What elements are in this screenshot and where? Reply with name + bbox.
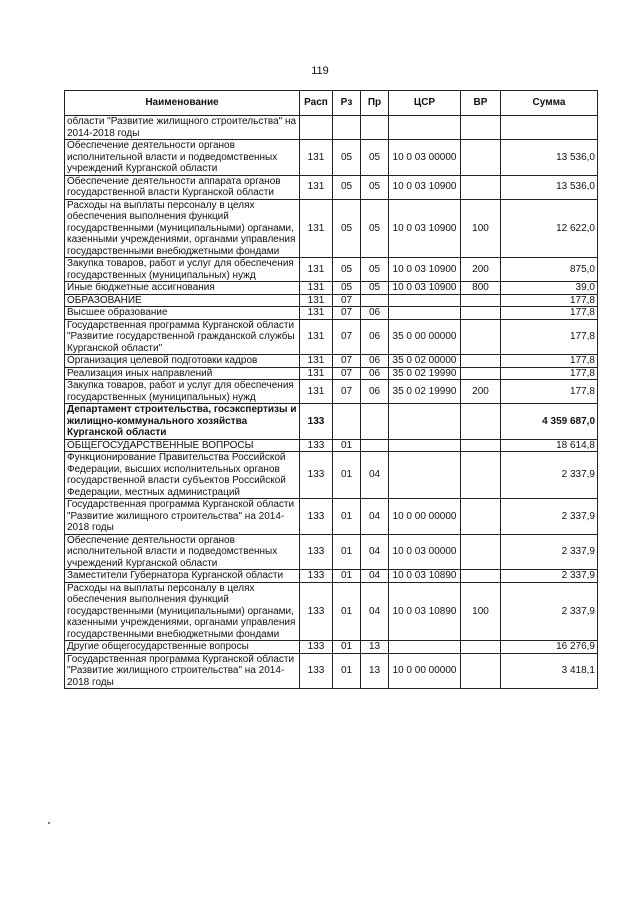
cell-name: Расходы на выплаты персоналу в целях обеспечения выполнения функций государственными (муниципальными) органами, казенными учреждениями, органами управления государственными внебюджетными фондами bbox=[65, 199, 300, 258]
cell-csr: 35 0 02 00000 bbox=[389, 355, 461, 368]
cell-name: Закупка товаров, работ и услуг для обеспечения государственных (муниципальных) нужд bbox=[65, 258, 300, 282]
cell-rasp: 131 bbox=[300, 380, 333, 404]
table-row bbox=[65, 294, 598, 307]
cell-csr bbox=[389, 307, 461, 320]
table-row bbox=[65, 439, 598, 452]
cell-sum: 12 622,0 bbox=[501, 199, 598, 258]
cell-pr: 05 bbox=[361, 282, 389, 295]
cell-csr: 10 0 03 10890 bbox=[389, 582, 461, 641]
cell-name: Иные бюджетные ассигнования bbox=[65, 282, 300, 295]
cell-rz: 01 bbox=[333, 653, 361, 689]
table-row bbox=[65, 355, 598, 368]
cell-pr bbox=[361, 404, 389, 440]
cell-sum: 177,8 bbox=[501, 319, 598, 355]
cell-name: Высшее образование bbox=[65, 307, 300, 320]
cell-sum: 3 418,1 bbox=[501, 653, 598, 689]
cell-rz: 05 bbox=[333, 282, 361, 295]
cell-pr: 13 bbox=[361, 641, 389, 654]
cell-sum: 18 614,8 bbox=[501, 439, 598, 452]
cell-vr bbox=[461, 439, 501, 452]
cell-name: Закупка товаров, работ и услуг для обеспечения государственных (муниципальных) нужд bbox=[65, 380, 300, 404]
header-csr: ЦСР bbox=[389, 91, 461, 116]
cell-name: области "Развитие жилищного строительства" на 2014-2018 годы bbox=[65, 116, 300, 140]
cell-csr: 10 0 03 00000 bbox=[389, 534, 461, 570]
cell-rz: 01 bbox=[333, 452, 361, 499]
table-row bbox=[65, 307, 598, 320]
cell-name: Функционирование Правительства Российской Федерации, высших исполнительных органов государственной власти субъектов Российской Федерации, местных администраций bbox=[65, 452, 300, 499]
cell-csr: 10 0 03 10890 bbox=[389, 570, 461, 583]
cell-rasp: 131 bbox=[300, 367, 333, 380]
cell-csr: 35 0 00 00000 bbox=[389, 319, 461, 355]
cell-pr: 04 bbox=[361, 499, 389, 535]
cell-sum: 2 337,9 bbox=[501, 534, 598, 570]
cell-vr bbox=[461, 404, 501, 440]
cell-pr: 05 bbox=[361, 175, 389, 199]
cell-pr: 04 bbox=[361, 452, 389, 499]
cell-rasp: 131 bbox=[300, 319, 333, 355]
cell-pr: 05 bbox=[361, 258, 389, 282]
table-body bbox=[65, 116, 598, 689]
cell-csr: 35 0 02 19990 bbox=[389, 380, 461, 404]
cell-csr bbox=[389, 294, 461, 307]
cell-rz: 07 bbox=[333, 380, 361, 404]
cell-sum: 177,8 bbox=[501, 367, 598, 380]
cell-sum: 4 359 687,0 bbox=[501, 404, 598, 440]
table-row bbox=[65, 582, 598, 641]
cell-sum: 16 276,9 bbox=[501, 641, 598, 654]
table-row bbox=[65, 282, 598, 295]
table-row bbox=[65, 499, 598, 535]
table-row bbox=[65, 140, 598, 176]
table-row bbox=[65, 452, 598, 499]
cell-name: Государственная программа Курганской области "Развитие жилищного строительства" на 2014-2018 годы bbox=[65, 653, 300, 689]
cell-name: Организация целевой подготовки кадров bbox=[65, 355, 300, 368]
cell-sum: 13 536,0 bbox=[501, 140, 598, 176]
cell-csr bbox=[389, 116, 461, 140]
cell-sum: 875,0 bbox=[501, 258, 598, 282]
cell-name: ОБЩЕГОСУДАРСТВЕННЫЕ ВОПРОСЫ bbox=[65, 439, 300, 452]
cell-rasp: 133 bbox=[300, 641, 333, 654]
cell-name: Реализация иных направлений bbox=[65, 367, 300, 380]
header-name: Наименование bbox=[65, 91, 300, 116]
cell-vr bbox=[461, 653, 501, 689]
cell-pr bbox=[361, 116, 389, 140]
cell-vr bbox=[461, 452, 501, 499]
cell-sum: 2 337,9 bbox=[501, 582, 598, 641]
cell-sum bbox=[501, 116, 598, 140]
cell-pr: 06 bbox=[361, 367, 389, 380]
cell-rasp: 131 bbox=[300, 282, 333, 295]
cell-rz bbox=[333, 116, 361, 140]
cell-sum: 2 337,9 bbox=[501, 452, 598, 499]
scan-dot bbox=[48, 822, 50, 824]
cell-sum: 177,8 bbox=[501, 294, 598, 307]
cell-csr: 10 0 03 00000 bbox=[389, 140, 461, 176]
cell-csr bbox=[389, 641, 461, 654]
cell-pr: 06 bbox=[361, 319, 389, 355]
page-number: 119 bbox=[311, 65, 329, 77]
cell-name: Заместители Губернатора Курганской области bbox=[65, 570, 300, 583]
cell-csr bbox=[389, 439, 461, 452]
cell-rz: 05 bbox=[333, 140, 361, 176]
cell-rz: 05 bbox=[333, 258, 361, 282]
cell-name: Обеспечение деятельности органов исполнительной власти и подведомственных учреждений Курганской области bbox=[65, 534, 300, 570]
cell-csr: 10 0 03 10900 bbox=[389, 199, 461, 258]
cell-vr bbox=[461, 570, 501, 583]
cell-rasp: 133 bbox=[300, 404, 333, 440]
table-row bbox=[65, 380, 598, 404]
cell-sum: 13 536,0 bbox=[501, 175, 598, 199]
table-row bbox=[65, 199, 598, 258]
header-sum: Сумма bbox=[501, 91, 598, 116]
cell-pr: 06 bbox=[361, 380, 389, 404]
cell-rasp: 133 bbox=[300, 499, 333, 535]
cell-vr: 800 bbox=[461, 282, 501, 295]
cell-rz: 01 bbox=[333, 499, 361, 535]
cell-name: Обеспечение деятельности аппарата органов государственной власти Курганской области bbox=[65, 175, 300, 199]
cell-name: ОБРАЗОВАНИЕ bbox=[65, 294, 300, 307]
cell-rz: 01 bbox=[333, 582, 361, 641]
cell-pr: 13 bbox=[361, 653, 389, 689]
cell-rz: 07 bbox=[333, 307, 361, 320]
cell-rz: 01 bbox=[333, 641, 361, 654]
table-header-row bbox=[65, 91, 598, 116]
header-rasp: Расп bbox=[300, 91, 333, 116]
cell-rasp: 133 bbox=[300, 570, 333, 583]
cell-rz: 01 bbox=[333, 534, 361, 570]
cell-rz: 07 bbox=[333, 319, 361, 355]
cell-vr bbox=[461, 319, 501, 355]
cell-rasp: 131 bbox=[300, 307, 333, 320]
cell-vr: 200 bbox=[461, 258, 501, 282]
cell-pr bbox=[361, 294, 389, 307]
cell-rz: 07 bbox=[333, 367, 361, 380]
cell-rz: 01 bbox=[333, 439, 361, 452]
cell-rasp: 133 bbox=[300, 653, 333, 689]
cell-vr bbox=[461, 355, 501, 368]
cell-vr bbox=[461, 534, 501, 570]
cell-sum: 177,8 bbox=[501, 355, 598, 368]
cell-name: Государственная программа Курганской области "Развитие государственной гражданской службы Курганской области" bbox=[65, 319, 300, 355]
cell-vr bbox=[461, 140, 501, 176]
cell-vr bbox=[461, 641, 501, 654]
cell-rasp: 131 bbox=[300, 355, 333, 368]
cell-rasp: 131 bbox=[300, 175, 333, 199]
cell-vr: 200 bbox=[461, 380, 501, 404]
table-row bbox=[65, 258, 598, 282]
table-row bbox=[65, 367, 598, 380]
cell-pr: 05 bbox=[361, 140, 389, 176]
cell-rz: 05 bbox=[333, 199, 361, 258]
cell-name: Другие общегосударственные вопросы bbox=[65, 641, 300, 654]
table-row bbox=[65, 175, 598, 199]
cell-sum: 177,8 bbox=[501, 307, 598, 320]
cell-name: Департамент строительства, госэкспертизы и жилищно-коммунального хозяйства Курганской области bbox=[65, 404, 300, 440]
cell-vr: 100 bbox=[461, 582, 501, 641]
cell-vr bbox=[461, 294, 501, 307]
cell-csr: 10 0 03 10900 bbox=[389, 258, 461, 282]
cell-sum: 177,8 bbox=[501, 380, 598, 404]
cell-vr: 100 bbox=[461, 199, 501, 258]
cell-pr: 06 bbox=[361, 355, 389, 368]
cell-name: Обеспечение деятельности органов исполнительной власти и подведомственных учреждений Курганской области bbox=[65, 140, 300, 176]
cell-rasp bbox=[300, 116, 333, 140]
cell-vr bbox=[461, 307, 501, 320]
header-pr: Пр bbox=[361, 91, 389, 116]
table-row bbox=[65, 319, 598, 355]
cell-rasp: 131 bbox=[300, 258, 333, 282]
cell-rasp: 133 bbox=[300, 439, 333, 452]
cell-rasp: 131 bbox=[300, 199, 333, 258]
cell-name: Государственная программа Курганской области "Развитие жилищного строительства" на 2014-2018 годы bbox=[65, 499, 300, 535]
cell-rz: 01 bbox=[333, 570, 361, 583]
cell-vr bbox=[461, 116, 501, 140]
cell-csr: 10 0 00 00000 bbox=[389, 653, 461, 689]
cell-rz: 07 bbox=[333, 294, 361, 307]
cell-pr bbox=[361, 439, 389, 452]
cell-csr: 10 0 03 10900 bbox=[389, 175, 461, 199]
cell-csr: 10 0 03 10900 bbox=[389, 282, 461, 295]
cell-vr bbox=[461, 175, 501, 199]
cell-sum: 2 337,9 bbox=[501, 570, 598, 583]
cell-rasp: 131 bbox=[300, 140, 333, 176]
cell-pr: 04 bbox=[361, 570, 389, 583]
cell-csr bbox=[389, 404, 461, 440]
cell-pr: 06 bbox=[361, 307, 389, 320]
cell-pr: 04 bbox=[361, 534, 389, 570]
header-vr: ВР bbox=[461, 91, 501, 116]
cell-rasp: 131 bbox=[300, 294, 333, 307]
cell-sum: 2 337,9 bbox=[501, 499, 598, 535]
cell-rasp: 133 bbox=[300, 534, 333, 570]
table-row bbox=[65, 404, 598, 440]
cell-rasp: 133 bbox=[300, 582, 333, 641]
cell-pr: 05 bbox=[361, 199, 389, 258]
header-rz: Рз bbox=[333, 91, 361, 116]
cell-name: Расходы на выплаты персоналу в целях обеспечения выполнения функций государственными (муниципальными) органами, казенными учреждениями, органами управления государственными внебюджетными фондами bbox=[65, 582, 300, 641]
table-row bbox=[65, 570, 598, 583]
budget-table bbox=[64, 90, 598, 689]
cell-rasp: 133 bbox=[300, 452, 333, 499]
cell-rz: 05 bbox=[333, 175, 361, 199]
cell-csr bbox=[389, 452, 461, 499]
table-row bbox=[65, 534, 598, 570]
cell-rz bbox=[333, 404, 361, 440]
table-row bbox=[65, 641, 598, 654]
table-row bbox=[65, 653, 598, 689]
cell-rz: 07 bbox=[333, 355, 361, 368]
cell-sum: 39,0 bbox=[501, 282, 598, 295]
cell-vr bbox=[461, 499, 501, 535]
cell-csr: 10 0 00 00000 bbox=[389, 499, 461, 535]
cell-pr: 04 bbox=[361, 582, 389, 641]
table-row bbox=[65, 116, 598, 140]
cell-csr: 35 0 02 19990 bbox=[389, 367, 461, 380]
cell-vr bbox=[461, 367, 501, 380]
